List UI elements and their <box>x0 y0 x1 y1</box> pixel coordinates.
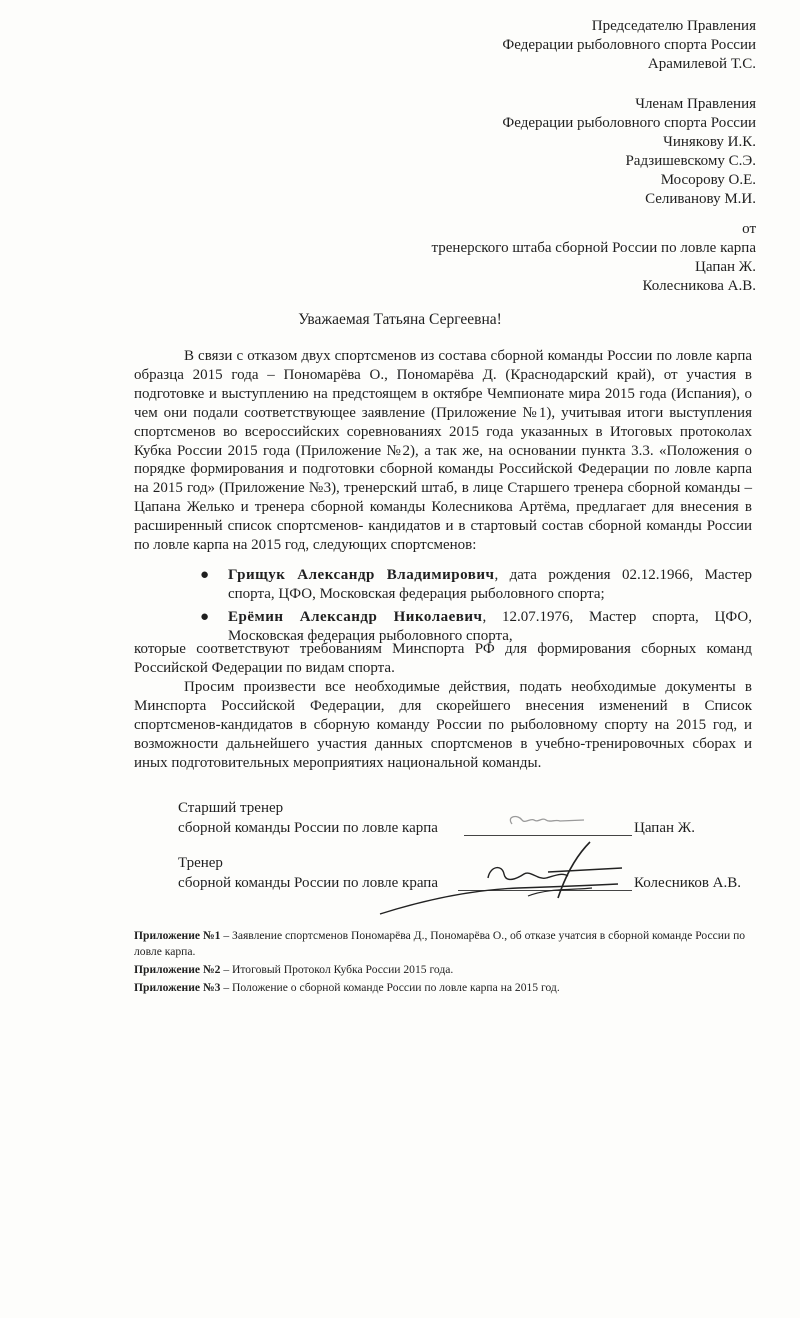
signature-line <box>464 835 632 836</box>
annex-text: – Заявление спортсменов Пономарёва Д., Пономарёва О., об отказе учатсия в сборной команде России по ловле карпа. <box>134 929 746 958</box>
addressee-line: Чинякову И.К. <box>663 134 756 150</box>
bullet-icon: ● <box>200 608 210 625</box>
signature-image-senior-coach <box>500 808 590 832</box>
addressee-chair-block <box>502 17 756 74</box>
candidate-name: Грищук Александр Владимирович <box>228 567 495 583</box>
candidate-details: , дата рождения 02.12.1966, Мастер спорта, ЦФО, Московская федерация рыболовного спорта; <box>228 567 752 602</box>
signature-coach-title: Тренер <box>178 855 223 871</box>
after-list-block <box>134 640 752 678</box>
addressee-line: Федерации рыболовного спорта России <box>502 37 756 53</box>
sender-line: тренерского штаба сборной России по ловле карпа <box>431 240 756 256</box>
annex-text: – Итоговый Протокол Кубка России 2015 года. <box>220 963 454 976</box>
addressee-line: Председателю Правления <box>591 18 756 34</box>
addressee-line: Мосорову О.Е. <box>660 172 756 188</box>
annex-item <box>134 928 752 960</box>
addressee-line: Арамилевой Т.С. <box>647 56 756 72</box>
addressee-board-block <box>502 95 756 209</box>
addressee-line: Федерации рыболовного спорта России <box>502 115 756 131</box>
candidate-name: Ерёмин Александр Николаевич <box>228 608 483 625</box>
annex-list <box>134 928 752 998</box>
candidate-details: , 12.07.1976, Мастер спорта, ЦФО, Московская федерация рыболовного спорта, <box>228 608 752 644</box>
sender-line: от <box>742 221 756 237</box>
request-paragraph-block <box>134 678 752 773</box>
paragraph-1: В связи с отказом двух спортсменов из состава сборной команды России по ловле карпа образца 2015 года – Пономарёва О., Пономарёва Д. (Краснодарский край), от участия в подготовке и выступлению на предстоящем в октябре Чемпионате мира 2015 года (Испания), о чем они подали соответствующее заявление (Приложение №1), учитывая итоги выступления спортсменов во всероссийских соревнованиях 2015 года указанных в Итоговых протоколах Кубка России 2015 года (Приложение №2), а так же, на основании пункта 3.3. «Положения о порядке формирования и подготовки сборной команды Российской Федерации по ловле карпа на 2015 год» (Приложение №3), тренерский штаб, в лице Старшего тренера сборной команды – Цапана Желько и тренера сборной команды Колесникова Артёма, предлагает для внесения в расширенный список спортсменов- кандидатов и в стартовый состав сборной команды России по ловле карпа на 2015 год, следующих спортсменов: <box>134 348 752 554</box>
annex-label: Приложение №2 <box>134 963 221 976</box>
sender-line: Колесникова А.В. <box>642 278 756 294</box>
candidate-item <box>170 566 752 604</box>
sender-block <box>432 220 756 296</box>
main-paragraph-block <box>134 347 752 555</box>
annex-item <box>134 980 752 996</box>
salutation: Уважаемая Татьяна Сергеевна! <box>298 311 502 328</box>
annex-label: Приложение №3 <box>134 981 221 994</box>
signature-image-coach <box>378 838 628 918</box>
paragraph-2: Просим произвести все необходимые действия, подать необходимые документы в Минспорта Российской Федерации, для скорейшего внесения изменений в Список спортсменов-кандидатов в сборную команду России по рыболовному спорту на 2015 год, и возможности дальнейшего участия данных спортсменов в учебно-тренировочных сборах и иных подготовительных мероприятиях национальной команды. <box>134 679 752 771</box>
candidate-list <box>170 566 752 646</box>
annex-text: – Положение о сборной команде России по ловле карпа на 2015 год. <box>220 981 560 994</box>
signature-senior-coach-name: Цапан Ж. <box>634 820 695 836</box>
sender-line: Цапан Ж. <box>695 259 756 275</box>
annex-label: Приложение №1 <box>134 929 221 942</box>
signature-senior-coach-title: Старший тренер <box>178 800 284 816</box>
addressee-line: Селиванову М.И. <box>645 191 756 207</box>
signature-coach-name: Колесников А.В. <box>634 875 741 891</box>
signature-senior-coach-role: сборной команды России по ловле карпа <box>178 820 438 836</box>
bullet-icon: ● <box>200 567 210 583</box>
addressee-line: Членам Правления <box>635 96 756 112</box>
signature-coach-role: сборной команды России по ловле крапа <box>178 875 438 891</box>
after-list-text: которые соответствуют требованиям Минспорта РФ для формирования сборных команд Российской Федерации по видам спорта. <box>134 641 752 676</box>
addressee-line: Радзишевскому С.Э. <box>625 153 756 169</box>
annex-item <box>134 962 752 978</box>
